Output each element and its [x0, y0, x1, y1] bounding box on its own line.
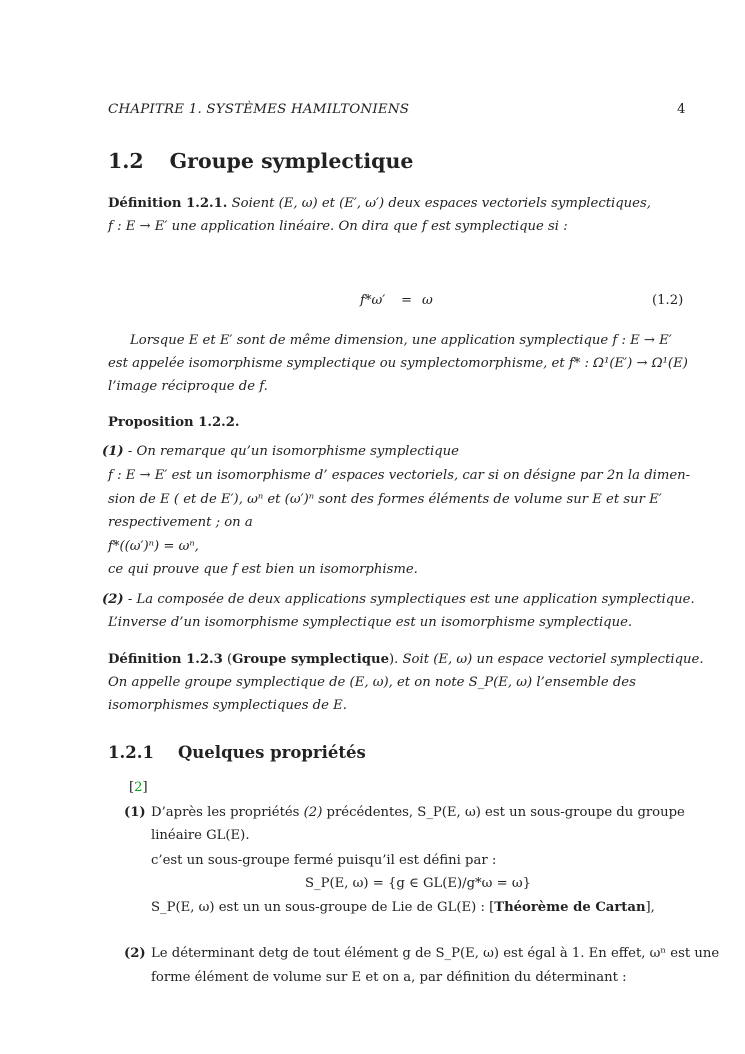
definition-2-line-3: isomorphismes symplectiques de E.	[108, 698, 347, 713]
proposition-item-1-line-4: respectivement ; on a	[108, 515, 253, 530]
citation: [2]	[129, 780, 148, 795]
running-title: CHAPITRE 1. SYSTÈMES HAMILTONIENS	[108, 102, 410, 117]
equation-lhs: f*ω′	[360, 293, 386, 308]
subsection-heading	[108, 743, 366, 762]
page-number: 4	[677, 102, 686, 117]
property-2-marker: (2)	[124, 946, 146, 961]
proposition-item-1-line-6: ce qui prouve que f est bien un isomorphisme.	[108, 562, 418, 577]
definition-2-line-2: On appelle groupe symplectique de (E, ω), et on note S_P(E, ω) l’ensemble des	[108, 675, 636, 690]
proposition-item-1-line-2: f : E → E′ est un isomorphisme d’ espaces vectoriels, car si on désigne par 2n la dimen-	[108, 468, 691, 483]
subsection-title: Quelques propriétés	[177, 743, 366, 762]
cartan-theorem: Théorème de Cartan	[494, 900, 646, 915]
equation-rhs: ω	[422, 293, 433, 308]
proposition-item-1-marker: (1)	[102, 444, 124, 459]
section-heading	[108, 149, 413, 173]
definition-1-label: Définition 1.2.1.	[108, 196, 228, 211]
paragraph-1-line-2: est appelée isomorphisme symplectique ou symplectomorphisme, et f* : Ω¹(E′) → Ω¹(E)	[108, 356, 688, 371]
paragraph-1-line-3: l’image réciproque de f.	[108, 379, 268, 394]
proposition-item-2-line-1: (2) - La composée de deux applications symplectiques est une application symplectique.	[102, 592, 695, 607]
section-number: 1.2	[108, 149, 144, 173]
proposition-item-1-line-3: sion de E ( et de E′), ωⁿ et (ω′)ⁿ sont des formes éléments de volume sur E et sur E′	[108, 492, 662, 507]
property-2-line-1: Le déterminant detg de tout élément g de S_P(E, ω) est égal à 1. En effet, ωⁿ est une	[151, 946, 720, 961]
property-1-line-5: S_P(E, ω) est un un sous-groupe de Lie de GL(E) : [Théorème de Cartan],	[151, 900, 655, 915]
property-2-line-2: forme élément de volume sur E et on a, par définition du déterminant :	[151, 970, 627, 985]
proposition-item-2-line-2: L’inverse d’un isomorphisme symplectique est un isomorphisme symplectique.	[108, 615, 633, 630]
section-title: Groupe symplectique	[169, 149, 414, 173]
property-1-line-1: D’après les propriétés (2) précédentes, S_P(E, ω) est un sous-groupe du groupe	[151, 805, 685, 820]
paragraph-1-line-1: Lorsque E et E′ sont de même dimension, une application symplectique f : E → E′	[130, 333, 672, 348]
definition-2-label: Définition 1.2.3	[108, 652, 223, 667]
equation-relation: =	[401, 293, 413, 308]
property-1-line-3: c’est un sous-groupe fermé puisqu’il est défini par :	[151, 853, 497, 868]
property-1-formula: S_P(E, ω) = {g ∈ GL(E)/g*ω = ω}	[305, 876, 531, 891]
proposition-item-1-line-1: (1) - On remarque qu’un isomorphisme symplectique	[102, 444, 459, 459]
equation-tag: (1.2)	[652, 293, 684, 308]
definition-1-line-1: Définition 1.2.1. Soient (E, ω) et (E′, ω′) deux espaces vectoriels symplectiques,	[108, 196, 651, 211]
definition-2-line-1: Définition 1.2.3 (Groupe symplectique). Soit (E, ω) un espace vectoriel symplectique.	[108, 652, 704, 667]
proposition-item-2-marker: (2)	[102, 592, 124, 607]
property-1-line-2: linéaire GL(E).	[151, 828, 250, 843]
property-1-marker: (1)	[124, 805, 146, 820]
definition-1-line-2: f : E → E′ une application linéaire. On dira que f est symplectique si :	[108, 219, 568, 234]
definition-2-name: Groupe symplectique	[232, 652, 389, 667]
subsection-number: 1.2.1	[108, 743, 154, 762]
proposition-label: Proposition 1.2.2.	[108, 415, 240, 430]
citation-link[interactable]: 2	[134, 780, 143, 795]
proposition-item-1-line-5: f*((ω′)ⁿ) = ωⁿ,	[108, 539, 199, 554]
property-1-ref: (2)	[303, 805, 323, 820]
